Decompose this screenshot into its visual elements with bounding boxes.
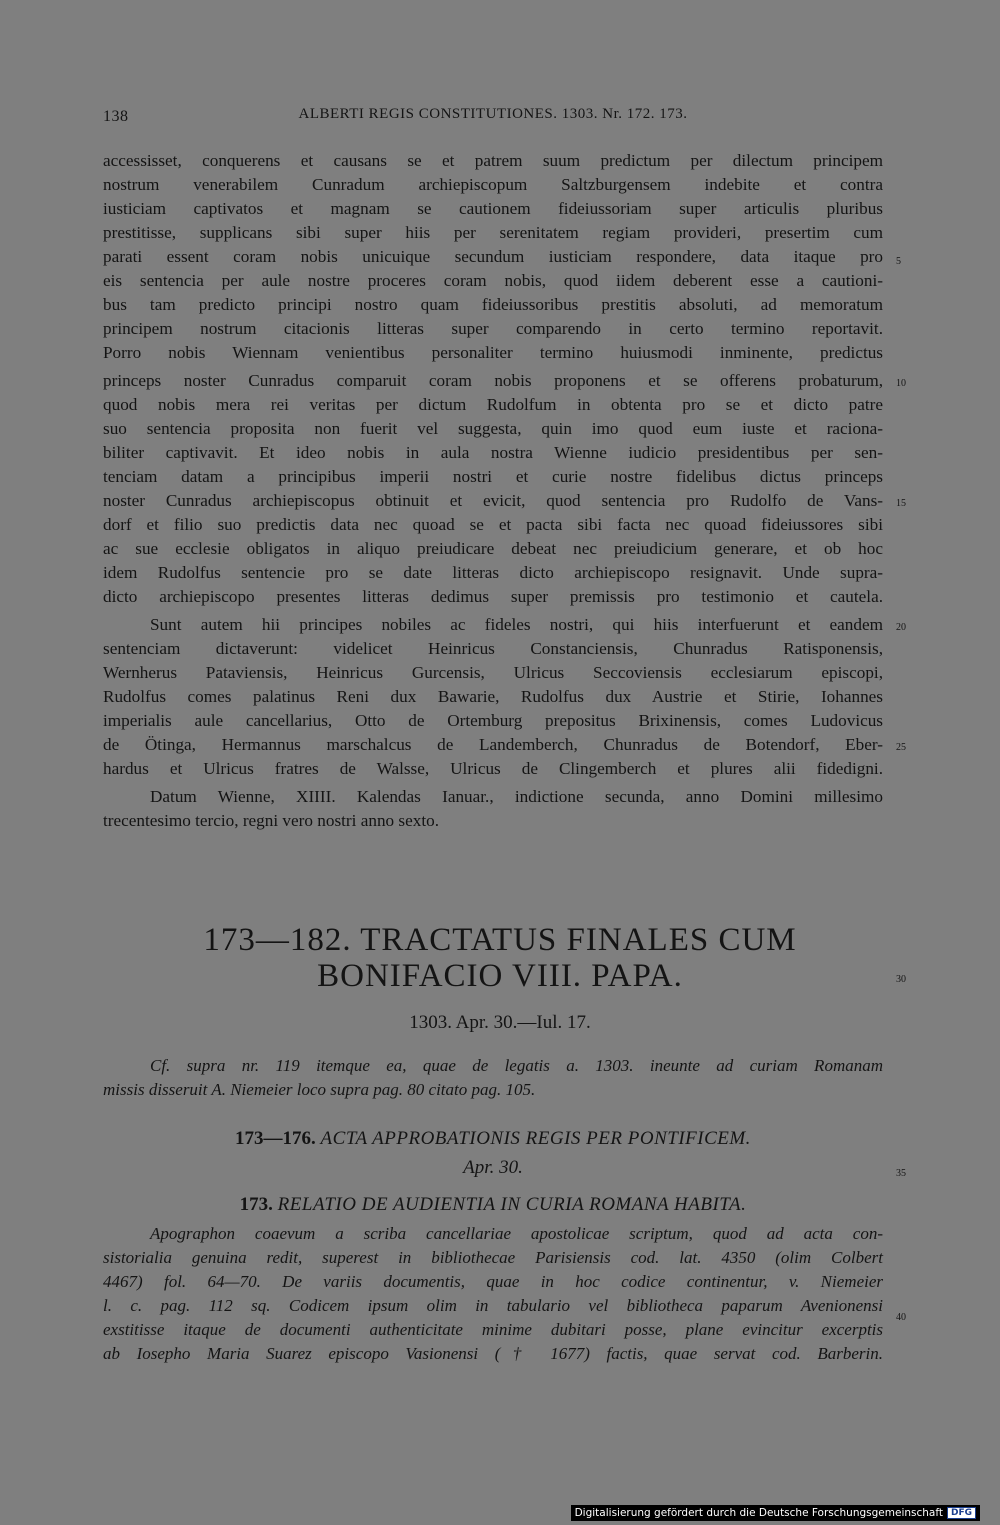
- subsection-date: Apr. 30.: [463, 1157, 523, 1178]
- section-title-line-1: 173—182. TRACTATUS FINALES CUM: [203, 922, 797, 958]
- margin-line-number: 40: [896, 1312, 906, 1323]
- body-line: de Ötinga, Hermannus marschalcus de Landemberch, Chunradus de Botendorf, Eber-: [103, 735, 883, 754]
- body-line: eis sentencia per aule nostre proceres coram nobis, quod iidem deberent esse a cautioni-: [103, 271, 883, 290]
- body-line: hardus et Ulricus fratres de Walsse, Ulricus de Clingemberch et plures alii fidedigni.: [103, 759, 883, 778]
- description-line: ab Iosepho Maria Suarez episcopo Vasionensi († 1677) factis, quae servat cod. Barberin.: [103, 1344, 883, 1363]
- description-line: exstitisse itaque de documenti authenticitate minime dubitari posse, plane evincitur excerptis: [103, 1320, 883, 1339]
- description-line: l. c. pag. 112 sq. Codicem ipsum olim in tabulario vel bibliotheca paparum Avenionensi: [103, 1296, 883, 1315]
- subsection-title: ACTA APPROBATIONIS REGIS PER PONTIFICEM.: [320, 1128, 751, 1149]
- body-line: Datum Wienne, XIIII. Kalendas Ianuar., indictione secunda, anno Domini millesimo: [150, 787, 883, 806]
- margin-line-number: 30: [896, 974, 906, 985]
- margin-line-number: 15: [896, 498, 906, 509]
- cf-note-line: missis disseruit A. Niemeier loco supra pag. 80 citato pag. 105.: [103, 1080, 536, 1099]
- document-number: 173.: [239, 1194, 273, 1215]
- document-title: RELATIO DE AUDIENTIA IN CURIA ROMANA HABITA.: [277, 1194, 747, 1215]
- body-line: tenciam datam a principibus imperii nostri et curie nostre fidelibus dictus princeps: [103, 467, 883, 486]
- description-line: sistorialia genuina redit, superest in bibliothecae Parisiensis cod. lat. 4350 (olim Colbert: [103, 1248, 883, 1267]
- margin-line-number: 35: [896, 1168, 906, 1179]
- body-line: Rudolfus comes palatinus Reni dux Bawarie, Rudolfus dux Austrie et Stirie, Iohannes: [103, 687, 883, 706]
- margin-line-number: 5: [896, 256, 901, 267]
- body-line: sentenciam dictaverunt: videlicet Heinricus Constanciensis, Chunradus Ratisponensis,: [103, 639, 883, 658]
- funding-footer: [571, 1505, 980, 1521]
- section-title-line-2: BONIFACIO VIII. PAPA.: [317, 958, 683, 994]
- body-line: suo sentencia proposita non fuerit vel suggesta, quin imo quod eum iuste et raciona-: [103, 419, 883, 438]
- body-line: iusticiam captivatos et magnam se cautionem fideiussoriam super articulis pluribus: [103, 199, 883, 218]
- running-title: ALBERTI REGIS CONSTITUTIONES. 1303. Nr. 172. 173.: [298, 106, 688, 122]
- body-line: dicto archiepiscopo presentes litteras dedimus super premissis pro testimonio et cautela.: [103, 587, 883, 606]
- body-line: principem nostrum citacionis litteras super comparendo in certo termino reportavit.: [103, 319, 883, 338]
- body-line: Wernherus Pataviensis, Heinricus Gurcensis, Ulricus Seccoviensis ecclesiarum episcopi,: [103, 663, 883, 682]
- body-line: biliter captivavit. Et ideo nobis in aula nostra Wienne iudicio presidentibus per sen-: [103, 443, 883, 462]
- body-line: ac sue ecclesie obligatos in aliquo preiudicare debeat nec preiudicium generare, et ob hoc: [103, 539, 883, 558]
- subsection-number: 173—176.: [235, 1128, 316, 1149]
- body-line: parati essent coram nobis unicuique secundum iusticiam respondere, data itaque pro: [103, 247, 883, 266]
- body-line: accessisset, conquerens et causans se et patrem suum predictum per dilectum principem: [103, 151, 883, 170]
- body-line: quod nobis mera rei veritas per dictum Rudolfum in obtenta pro se et dicto patre: [103, 395, 883, 414]
- body-line: Porro nobis Wiennam venientibus personaliter termino huiusmodi inminente, predictus: [103, 343, 883, 362]
- margin-line-number: 10: [896, 378, 906, 389]
- dfg-logo: DFG: [947, 1507, 976, 1519]
- body-line: nostrum venerabilem Cunradum archiepiscopum Saltzburgensem indebite et contra: [103, 175, 883, 194]
- footer-text: Digitalisierung gefördert durch die Deutsche Forschungsgemeinschaft: [574, 1507, 943, 1519]
- page-number: 138: [103, 108, 129, 125]
- margin-line-number: 25: [896, 742, 906, 753]
- body-line: dorf et filio suo predictis data nec quoad se et pacta sibi facta nec quoad fideiussores sibi: [103, 515, 883, 534]
- description-line: 4467) fol. 64—70. De variis documentis, quae in hoc codice continentur, v. Niemeier: [103, 1272, 883, 1291]
- body-line: bus tam predicto principi nostro quam fideiussoribus prestitis absoluti, ad memoratum: [103, 295, 883, 314]
- section-dates: 1303. Apr. 30.—Iul. 17.: [409, 1012, 591, 1033]
- document-heading: [103, 1194, 883, 1216]
- body-line: noster Cunradus archiepiscopus obtinuit et evicit, quod sentencia pro Rudolfo de Vans-: [103, 491, 883, 510]
- body-line: trecentesimo tercio, regni vero nostri anno sexto.: [103, 811, 440, 830]
- cf-note-line: Cf. supra nr. 119 itemque ea, quae de legatis a. 1303. ineunte ad curiam Romanam: [150, 1056, 883, 1075]
- body-line: imperialis aule cancellarius, Otto de Ortemburg prepositus Brixinensis, comes Ludovicus: [103, 711, 883, 730]
- margin-line-number: 20: [896, 622, 906, 633]
- body-line: princeps noster Cunradus comparuit coram nobis proponens et se offerens probaturum,: [103, 371, 883, 390]
- page-header: [103, 106, 883, 130]
- body-line: Sunt autem hii principes nobiles ac fideles nostri, qui hiis interfuerunt et eandem: [150, 615, 883, 634]
- description-line: Apographon coaevum a scriba cancellariae apostolicae scriptum, quod ad acta con-: [150, 1224, 883, 1243]
- body-line: idem Rudolfus sentencie pro se date litteras dicto archiepiscopo resignavit. Unde supra-: [103, 563, 883, 582]
- subsection-heading: [103, 1128, 883, 1150]
- body-line: prestitisse, supplicans sibi super hiis per serenitatem regiam provideri, presertim cum: [103, 223, 883, 242]
